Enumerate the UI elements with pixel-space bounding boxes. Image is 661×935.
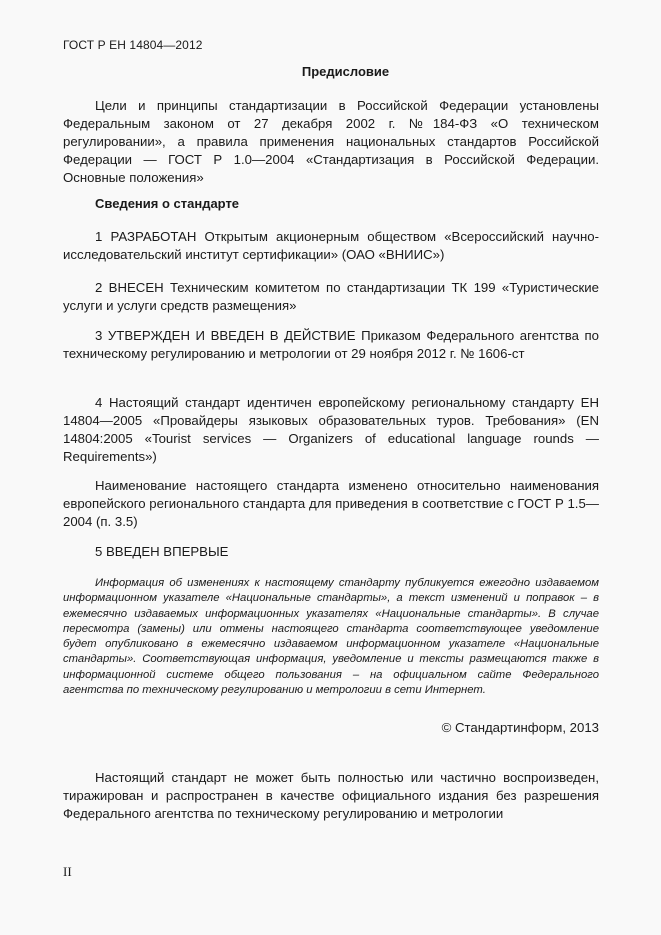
document-code-header: ГОСТ Р ЕН 14804—2012 bbox=[63, 38, 203, 52]
page-number: II bbox=[63, 864, 72, 879]
intro-paragraph: Цели и принципы стандартизации в Российской Федерации установлены Федеральным законом от 27 декабря 2002 г. №184-ФЗ «О техническом регулировании», а правила применения национальных стандартов Российской Федерации — ГОСТ Р 1.0—2004 «Стандартизация в Российской Федерации. Основные положения» bbox=[63, 98, 599, 185]
info-note: Информация об изменениях к настоящему стандарту публикуется ежегодно издаваемом информационном указателе «Национальные стандарты», а текст изменений и поправок – в ежемесячно издаваемых информационных указателях «Национальные стандарты». В случае пересмотра (замены) или отмены настоящего стандарта соответствующее уведомление будет опубликовано в ежемесячно издаваемом информационном указателе «Национальные стандарты». Соответствующая информация, уведомление и тексты размещаются также в информационной системе общего пользования – на официальном сайте Федерального агентства по техническому регулированию и метрологии в сети Интернет. bbox=[63, 577, 599, 697]
item-5-paragraph: 5 ВВЕДЕН ВПЕРВЫЕ bbox=[95, 544, 229, 559]
rights-paragraph: Настоящий стандарт не может быть полностью или частично воспроизведен, тиражирован и распространен в качестве официального издания без разрешения Федерального агентства по техническому регулированию и метрологии bbox=[63, 770, 599, 821]
item-3-paragraph: 3 УТВЕРЖДЕН И ВВЕДЕН В ДЕЙСТВИЕ Приказом Федерального агентства по техническому регулированию и метрологии от 29 ноября 2012 г. № 1606-ст bbox=[63, 328, 599, 361]
copyright-notice: © Стандартинформ, 2013 bbox=[441, 720, 599, 735]
item-1-paragraph: 1 РАЗРАБОТАН Открытым акционерным обществом «Всероссийский научно-исследовательский институт сертификации» (ОАО «ВНИИС») bbox=[63, 229, 599, 262]
page-title: Предисловие bbox=[301, 64, 390, 79]
item-4-rename-paragraph: Наименование настоящего стандарта изменено относительно наименования европейского регионального стандарта для приведения в соответствие с ГОСТ Р 1.5—2004 (п. 3.5) bbox=[63, 478, 599, 529]
section-title: Сведения о стандарте bbox=[95, 196, 240, 211]
item-4-paragraph: 4 Настоящий стандарт идентичен европейскому региональному стандарту ЕН 14804—2005 «Провайдеры языковых образовательных туров. Требования» (EN 14804:2005 «Tourist services — Organizers of educational language rounds — Requirements») bbox=[63, 395, 599, 464]
item-2-paragraph: 2 ВНЕСЕН Техническим комитетом по стандартизации ТК 199 «Туристические услуги и услуги средств размещения» bbox=[63, 280, 599, 313]
